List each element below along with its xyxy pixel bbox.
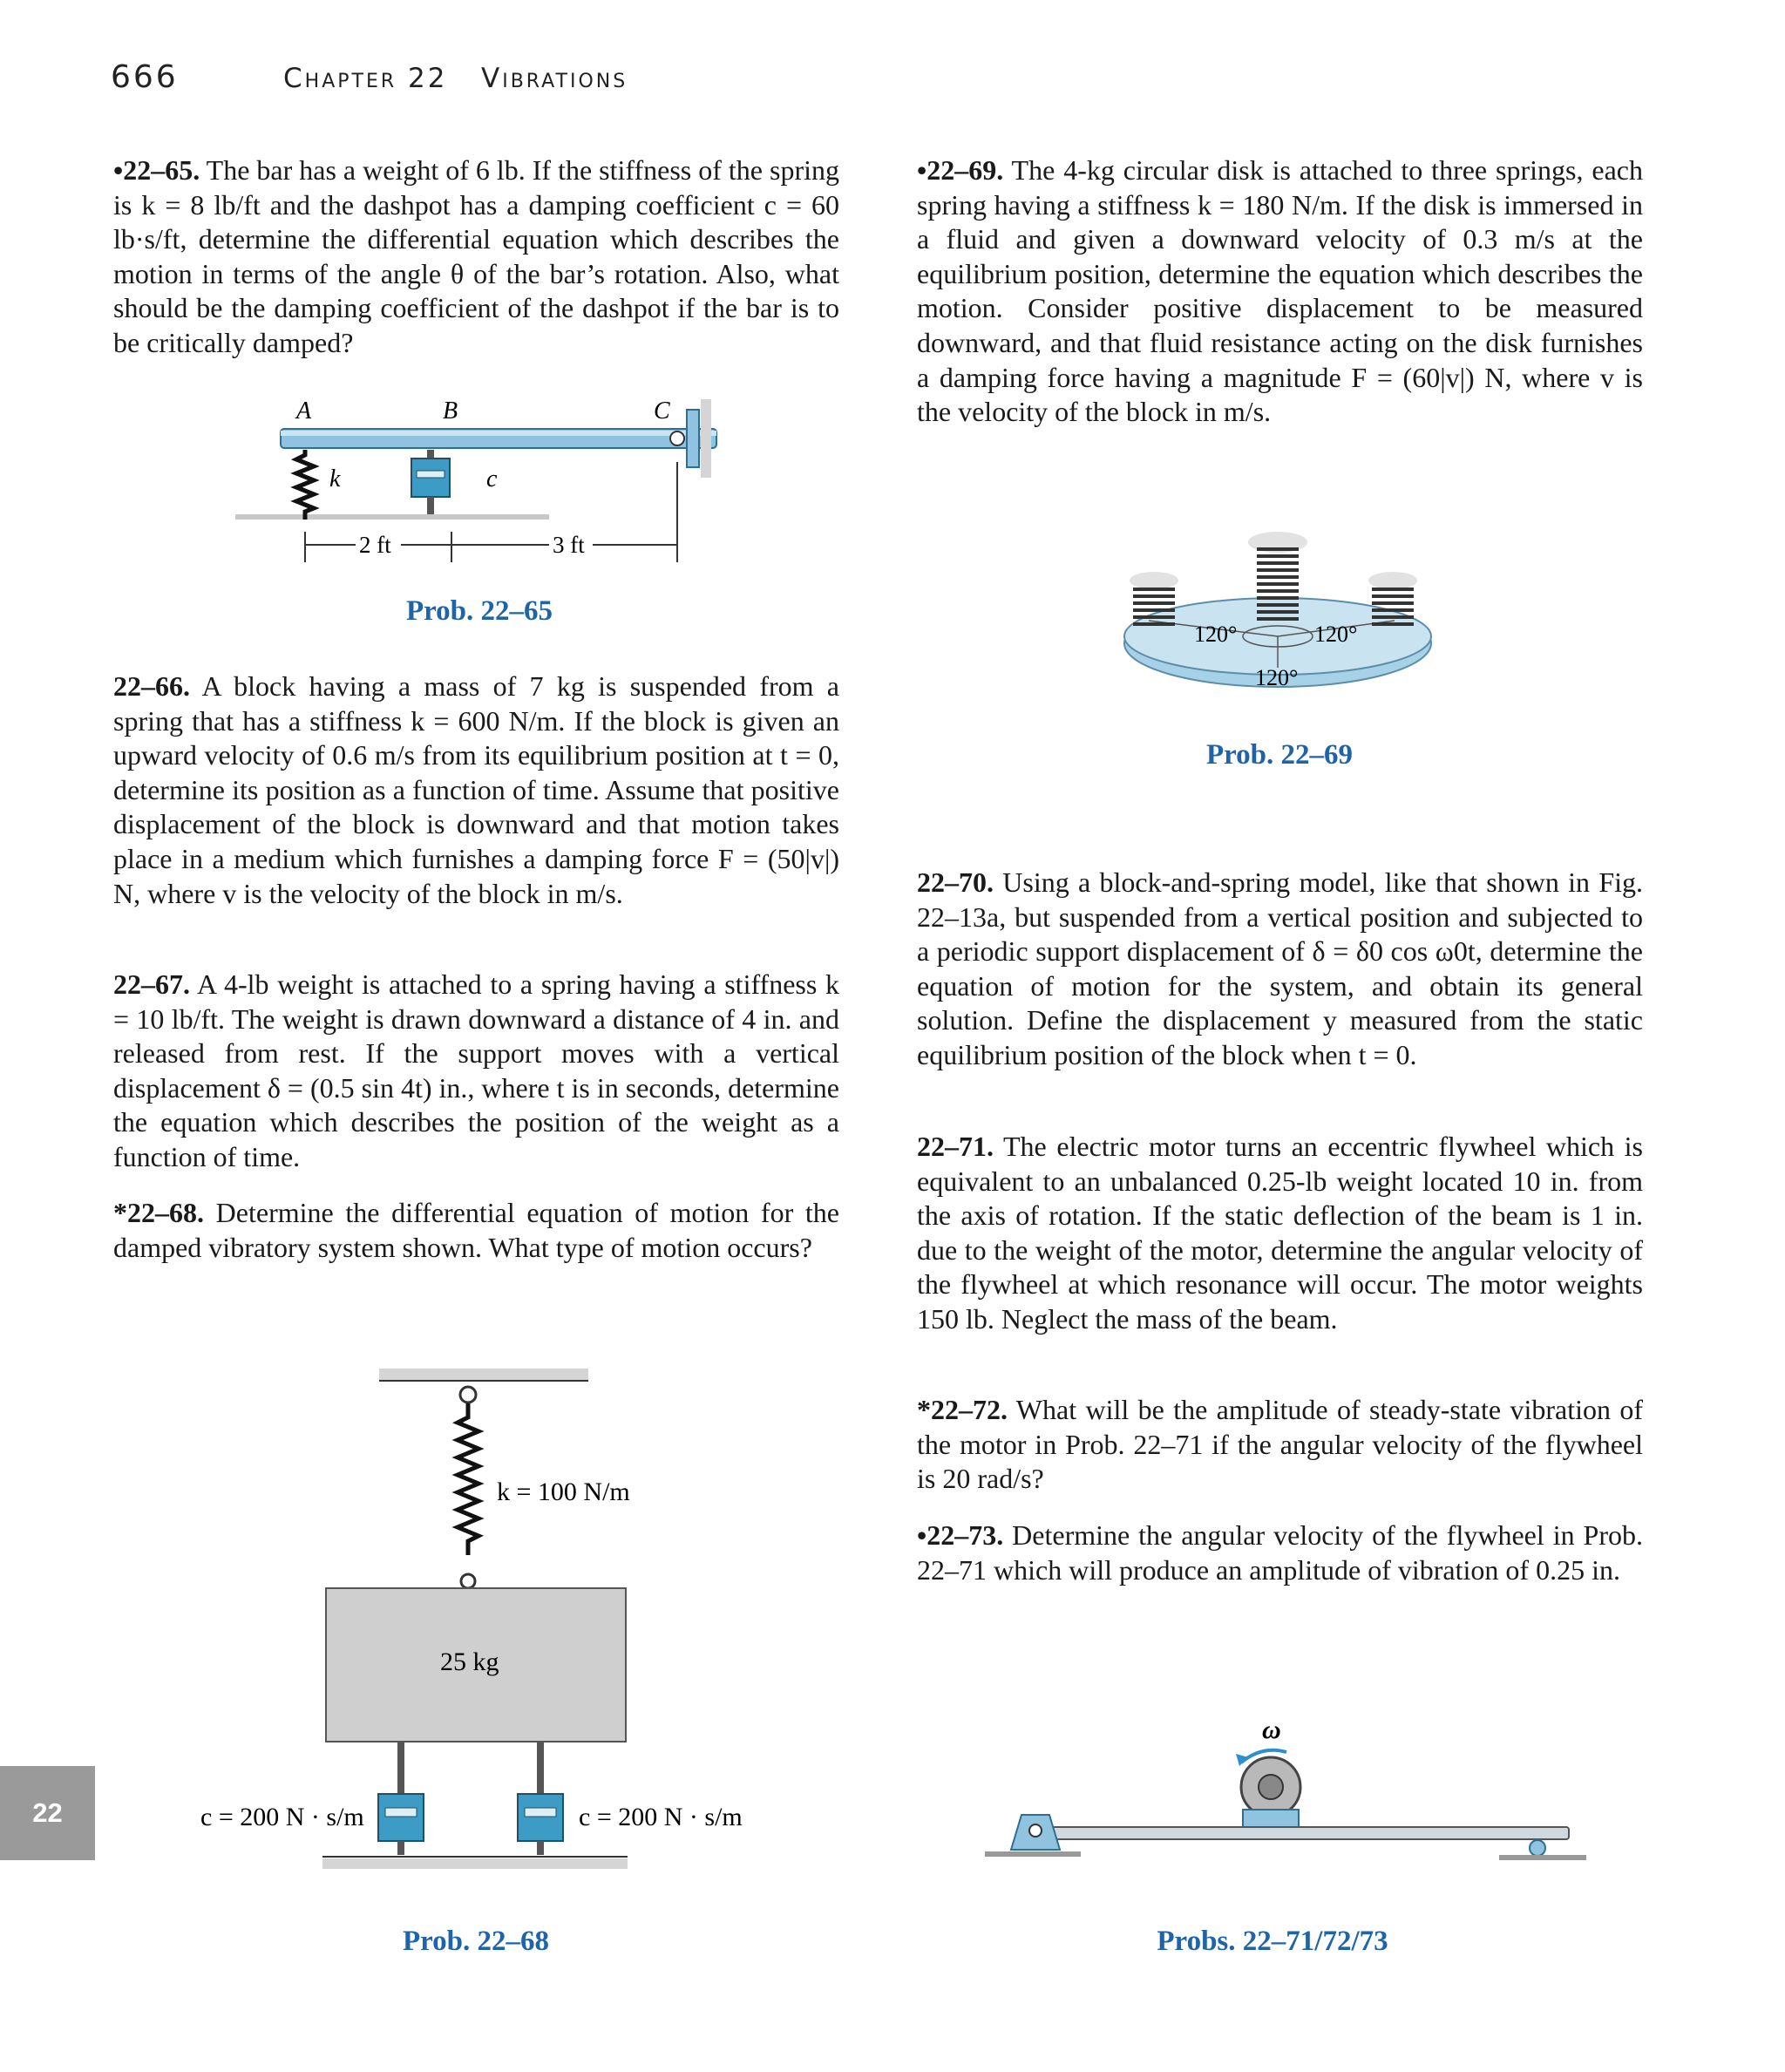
caption-22-71: Probs. 22–71/72/73 bbox=[1157, 1926, 1388, 1957]
problem-number: •22–69. bbox=[917, 154, 1004, 186]
problem-text: The bar has a weight of 6 lb. If the stiffness of the spring is k = 8 lb/ft and the dashpot has a damping coefficient c = 60 lb·s/ft, determine the differential equation which describes the motion in terms of the angle θ of the bar’s rotation. Also, what should be the damping coefficient of the dashpot if the bar is to be critically damped? bbox=[113, 154, 840, 358]
problem-text: Using a block-and-spring model, like that shown in Fig. 22–13a, but suspended from a vertical position and subjected to a periodic support displacement of δ = δ0 cos ω0t, determine the equation of motion for the system, and obtain its general solution. Define the displacement y measured from the static equilibrium position of the block when t = 0. bbox=[917, 866, 1644, 1070]
mass-label: 25 kg bbox=[440, 1647, 499, 1676]
figure-22-71 bbox=[959, 1709, 1604, 1883]
problem-number: *22–72. bbox=[917, 1394, 1008, 1425]
ceiling bbox=[379, 1369, 588, 1381]
page-number: 666 bbox=[111, 59, 179, 95]
problem-text: Determine the angular velocity of the flywheel in Prob. 22–71 which will produce an amplitude of vibration of 0.25 in. bbox=[917, 1519, 1643, 1586]
caption-22-68: Prob. 22–68 bbox=[402, 1926, 550, 1957]
omega-label: ω bbox=[1262, 1715, 1281, 1744]
motor-base bbox=[1243, 1810, 1299, 1827]
problem-number: 22–71. bbox=[917, 1131, 994, 1162]
problem-22-69 bbox=[917, 153, 1643, 430]
problem-22-72 bbox=[917, 1393, 1643, 1497]
spring-left bbox=[1133, 589, 1175, 624]
spring-label: k = 100 N/m bbox=[497, 1478, 630, 1506]
problem-22-65 bbox=[113, 153, 839, 361]
chapter-label: Chapter 22 bbox=[283, 63, 448, 94]
label-a: A bbox=[296, 397, 312, 425]
label-b: B bbox=[443, 397, 458, 425]
wall-support bbox=[687, 410, 699, 467]
spring bbox=[458, 1403, 478, 1555]
problem-number: •22–65. bbox=[113, 154, 200, 186]
label-c-point: C bbox=[654, 397, 670, 425]
running-header bbox=[283, 63, 628, 94]
spring bbox=[296, 450, 314, 520]
problem-22-68 bbox=[113, 1196, 839, 1265]
figure-22-68 bbox=[192, 1351, 802, 1883]
problem-22-71 bbox=[917, 1130, 1643, 1337]
problem-text: A block having a mass of 7 kg is suspended from a spring that has a stiffness k = 600 N/m. If the block is given an upward velocity of 0.6 m/s from its equilibrium position at t = 0, determine its position as a function of time. Assume that positive displacement of the block is downward and that motion takes place in a medium which furnishes a damping force F = (50|v|) N, where v is the velocity of the block in m/s. bbox=[113, 670, 840, 909]
label-c: c bbox=[486, 465, 498, 493]
wall bbox=[701, 399, 711, 478]
problem-22-70 bbox=[917, 866, 1643, 1073]
roller-support bbox=[1530, 1840, 1545, 1856]
pin bbox=[670, 431, 684, 445]
figure-22-69 bbox=[1116, 514, 1447, 706]
problem-number: 22–70. bbox=[917, 866, 994, 898]
damper-left bbox=[378, 1794, 424, 1841]
problem-22-73 bbox=[917, 1518, 1643, 1587]
ground bbox=[235, 514, 549, 520]
damper-right-label: c = 200 N · s/m bbox=[579, 1803, 743, 1831]
damper-right bbox=[518, 1794, 563, 1841]
problem-number: 22–67. bbox=[113, 968, 190, 1000]
angle-label-1: 120° bbox=[1194, 622, 1238, 647]
beam bbox=[1028, 1827, 1569, 1839]
problem-number: 22–66. bbox=[113, 670, 190, 702]
problem-text: The 4-kg circular disk is attached to three springs, each spring having a stiffness k = 180 N/m. If the disk is immersed in a fluid and given a downward velocity of 0.3 m/s at the equilibrium position, determine the equation which describes the motion. Consider positive displacement to be measured downward, and that fluid resistance acting on the disk furnishes a damping force having a magnitude F = (60|v|) N, where v is the velocity of the block in m/s. bbox=[917, 154, 1644, 428]
chapter-side-tab: 22 bbox=[0, 1766, 95, 1860]
problem-text: A 4-lb weight is attached to a spring having a stiffness k = 10 lb/ft. The weight is drawn downward a distance of 4 in. and released from rest. If the support moves with a vertical displacement δ = (0.5 sin 4t) in., where t is in seconds, determine the equation which describes the position of the weight as a function of time. bbox=[113, 968, 840, 1172]
problem-text: What will be the amplitude of steady-state vibration of the motor in Prob. 22–71 if the angular velocity of the flywheel is 20 rad/s? bbox=[917, 1394, 1644, 1495]
caption-22-65: Prob. 22–65 bbox=[405, 595, 553, 627]
bar-highlight bbox=[281, 431, 716, 436]
angle-label-2: 120° bbox=[1314, 622, 1358, 647]
caption-22-69: Prob. 22–69 bbox=[1205, 739, 1354, 771]
damper-left-label: c = 200 N · s/m bbox=[200, 1803, 364, 1831]
dimension-3ft: 3 ft bbox=[553, 532, 585, 558]
figure-22-65 bbox=[227, 384, 732, 575]
problem-number: *22–68. bbox=[113, 1197, 204, 1228]
problem-22-67 bbox=[113, 968, 839, 1175]
problem-text: The electric motor turns an eccentric flywheel which is equivalent to an unbalanced 0.25-lb weight located 10 in. from the axis of rotation. If the static deflection of the beam is 1 in. due to the weight of the motor, determine the angular velocity of the flywheel at which resonance will occur. The motor weights 150 lb. Neglect the mass of the beam. bbox=[917, 1131, 1644, 1335]
label-k: k bbox=[329, 465, 341, 493]
problem-22-66 bbox=[113, 669, 839, 911]
angle-label-3: 120° bbox=[1255, 665, 1299, 690]
floor bbox=[322, 1858, 628, 1869]
chapter-title: Vibrations bbox=[481, 63, 628, 94]
problem-number: •22–73. bbox=[917, 1519, 1004, 1551]
problem-text: Determine the differential equation of motion for the damped vibratory system shown. What type of motion occurs? bbox=[113, 1197, 839, 1263]
dimension-2ft: 2 ft bbox=[359, 532, 391, 558]
